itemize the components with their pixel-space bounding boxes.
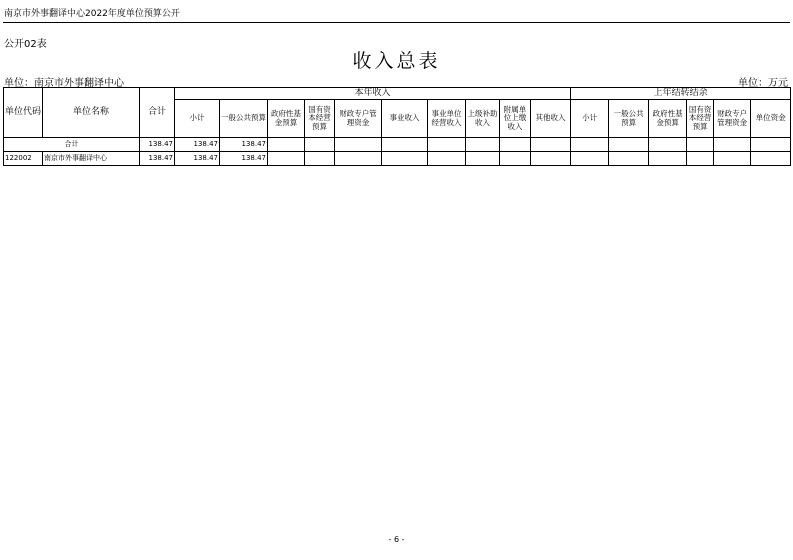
total-row-cur-subtotal: 138.47 (175, 138, 220, 152)
table-cell (335, 138, 382, 152)
data-row-total: 138.47 (140, 152, 175, 166)
header-co-gov-fund: 政府性基金预算 (649, 100, 687, 138)
header-rule (3, 22, 790, 23)
header-cur-superior-subsidy: 上级补助收入 (466, 100, 500, 138)
header-total: 合计 (140, 88, 175, 138)
header-co-unit-funds: 单位资金 (751, 100, 791, 138)
table-cell (571, 152, 609, 166)
table-number: 公开02表 (4, 39, 47, 50)
header-group-current-income: 本年收入 (175, 88, 571, 100)
table-cell (500, 152, 531, 166)
header-co-general-budget: 一般公共预算 (609, 100, 649, 138)
header-co-fiscal-account: 财政专户管理资金 (714, 100, 751, 138)
table-cell (687, 152, 714, 166)
header-cur-business: 事业收入 (382, 100, 428, 138)
table-cell (305, 152, 335, 166)
header-cur-gov-fund: 政府性基金预算 (268, 100, 305, 138)
header-cur-general-budget: 一般公共预算 (220, 100, 268, 138)
page-number: - 6 - (388, 535, 405, 544)
table-cell (531, 152, 571, 166)
header-cur-business-operation: 事业单位经营收入 (428, 100, 466, 138)
currency-unit-label: 单位：万元 (738, 78, 788, 89)
data-row-code: 122002 (4, 152, 43, 166)
table-cell (382, 152, 428, 166)
document-header-title: 南京市外事翻译中心2022年度单位预算公开 (4, 9, 180, 19)
header-unit-code: 单位代码 (4, 88, 43, 138)
table-row (4, 152, 791, 166)
table-cell (571, 138, 609, 152)
data-row-name: 南京市外事翻译中心 (43, 152, 140, 166)
table-cell (466, 152, 500, 166)
total-row-total: 138.47 (140, 138, 175, 152)
header-cur-state-capital: 国有资本经营预算 (305, 100, 335, 138)
header-co-subtotal: 小计 (571, 100, 609, 138)
table-cell (649, 152, 687, 166)
data-row-cur-subtotal: 138.47 (175, 152, 220, 166)
table-cell (751, 138, 791, 152)
table-cell (268, 138, 305, 152)
table-cell (714, 152, 751, 166)
table-cell (649, 138, 687, 152)
page-title: 收入总表 (352, 50, 441, 72)
total-row-cur-general-budget: 138.47 (220, 138, 268, 152)
table-cell (714, 138, 751, 152)
header-cur-other: 其他收入 (531, 100, 571, 138)
table-cell (466, 138, 500, 152)
table-cell (531, 138, 571, 152)
header-co-state-capital: 国有资本经营预算 (687, 100, 714, 138)
table-cell (609, 152, 649, 166)
table-cell (335, 152, 382, 166)
table-cell (500, 138, 531, 152)
header-group-carryover: 上年结转结余 (571, 88, 791, 100)
header-unit-name: 单位名称 (43, 88, 140, 138)
table-cell (609, 138, 649, 152)
total-row-label: 合计 (4, 138, 140, 152)
table-cell (428, 152, 466, 166)
data-row-cur-general-budget: 138.47 (220, 152, 268, 166)
table-cell (428, 138, 466, 152)
table-cell (751, 152, 791, 166)
table-row-total (4, 138, 791, 152)
table-cell (268, 152, 305, 166)
header-cur-fiscal-account: 财政专户管理资金 (335, 100, 382, 138)
table-cell (382, 138, 428, 152)
income-summary-table (3, 87, 791, 166)
table-cell (305, 138, 335, 152)
unit-name-label: 单位：南京市外事翻译中心 (4, 78, 124, 89)
header-cur-subtotal: 小计 (175, 100, 220, 138)
header-cur-subordinate: 附属单位上缴收入 (500, 100, 531, 138)
table-cell (687, 138, 714, 152)
